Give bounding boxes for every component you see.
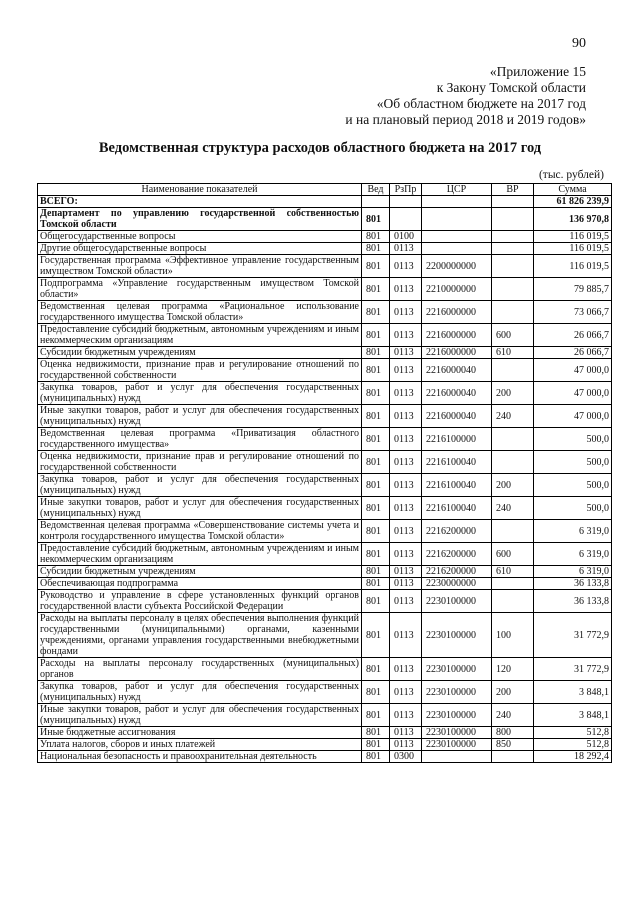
table-row <box>38 613 612 658</box>
row-ved-cell: 801 <box>362 704 390 727</box>
table-row <box>38 196 612 208</box>
row-rzpr-cell: 0113 <box>390 704 422 727</box>
row-name-cell: Государственная программа «Эффективное управление государственным имуществом Томской области» <box>38 255 362 278</box>
table-row <box>38 566 612 578</box>
appendix-header <box>186 64 586 128</box>
row-csr-cell: 2230100000 <box>422 681 492 704</box>
row-rzpr-cell: 0113 <box>390 359 422 382</box>
row-vr-cell: 240 <box>492 405 534 428</box>
row-sum-cell: 36 133,8 <box>534 578 612 590</box>
row-csr-cell: 2216100040 <box>422 474 492 497</box>
table-row <box>38 474 612 497</box>
table-header-row <box>38 184 612 196</box>
document-title: Ведомственная структура расходов областного бюджета на 2017 год <box>98 140 542 156</box>
table-row <box>38 681 612 704</box>
row-ved-cell: 801 <box>362 208 390 231</box>
row-name-cell: Ведомственная целевая программа «Приватизация областного государственного имущества» <box>38 428 362 451</box>
row-rzpr-cell: 0113 <box>390 451 422 474</box>
row-csr-cell: 2216000040 <box>422 359 492 382</box>
row-name-cell: Иные закупки товаров, работ и услуг для обеспечения государственных (муниципальных) нужд <box>38 497 362 520</box>
row-rzpr-cell: 0113 <box>390 578 422 590</box>
row-ved-cell: 801 <box>362 451 390 474</box>
row-rzpr-cell: 0113 <box>390 497 422 520</box>
row-rzpr-cell <box>390 196 422 208</box>
row-csr-cell: 2230000000 <box>422 578 492 590</box>
row-csr-cell: 2216000040 <box>422 405 492 428</box>
row-ved-cell: 801 <box>362 301 390 324</box>
row-sum-cell: 3 848,1 <box>534 704 612 727</box>
row-sum-cell: 31 772,9 <box>534 658 612 681</box>
row-vr-cell: 120 <box>492 658 534 681</box>
header-rzpr: РзПр <box>390 184 422 196</box>
row-sum-cell: 6 319,0 <box>534 566 612 578</box>
row-sum-cell: 61 826 239,9 <box>534 196 612 208</box>
table-row <box>38 751 612 763</box>
row-vr-cell <box>492 520 534 543</box>
header-ved: Вед <box>362 184 390 196</box>
table-row <box>38 578 612 590</box>
table-row <box>38 405 612 428</box>
table-row <box>38 497 612 520</box>
row-sum-cell: 116 019,5 <box>534 255 612 278</box>
row-vr-cell <box>492 451 534 474</box>
row-rzpr-cell: 0113 <box>390 255 422 278</box>
row-vr-cell: 240 <box>492 497 534 520</box>
row-csr-cell: 2210000000 <box>422 278 492 301</box>
row-csr-cell: 2216000000 <box>422 347 492 359</box>
row-csr-cell: 2216200000 <box>422 520 492 543</box>
row-name-cell: Оценка недвижимости, признание прав и регулирование отношений по государственной собственности <box>38 359 362 382</box>
row-name-cell: Субсидии бюджетным учреждениям <box>38 566 362 578</box>
table-body <box>38 196 612 763</box>
table-row <box>38 543 612 566</box>
row-ved-cell: 801 <box>362 681 390 704</box>
appendix-line: и на плановый период 2018 и 2019 годов» <box>345 112 586 127</box>
row-rzpr-cell: 0113 <box>390 405 422 428</box>
row-ved-cell: 801 <box>362 543 390 566</box>
row-rzpr-cell: 0113 <box>390 324 422 347</box>
row-sum-cell: 18 292,4 <box>534 751 612 763</box>
row-sum-cell: 512,8 <box>534 739 612 751</box>
table-row <box>38 301 612 324</box>
row-ved-cell: 801 <box>362 474 390 497</box>
table-row <box>38 428 612 451</box>
row-sum-cell: 500,0 <box>534 451 612 474</box>
row-vr-cell: 240 <box>492 704 534 727</box>
row-csr-cell: 2216100040 <box>422 451 492 474</box>
row-csr-cell: 2216000000 <box>422 324 492 347</box>
row-rzpr-cell: 0113 <box>390 727 422 739</box>
row-vr-cell <box>492 590 534 613</box>
row-vr-cell: 200 <box>492 382 534 405</box>
row-sum-cell: 116 019,5 <box>534 231 612 243</box>
appendix-line: «Приложение 15 <box>489 64 586 79</box>
row-name-cell: Ведомственная целевая программа «Рациональное использование государственного имущества Томской области» <box>38 301 362 324</box>
row-ved-cell: 801 <box>362 751 390 763</box>
row-vr-cell <box>492 196 534 208</box>
row-name-cell: Закупка товаров, работ и услуг для обеспечения государственных (муниципальных) нужд <box>38 681 362 704</box>
row-ved-cell: 801 <box>362 727 390 739</box>
row-csr-cell: 2230100000 <box>422 727 492 739</box>
row-name-cell: Департамент по управлению государственной собственностью Томской области <box>38 208 362 231</box>
row-csr-cell: 2230100000 <box>422 739 492 751</box>
appendix-line: к Закону Томской области <box>436 80 586 95</box>
row-csr-cell <box>422 231 492 243</box>
header-vr: ВР <box>492 184 534 196</box>
table-row <box>38 382 612 405</box>
row-rzpr-cell: 0113 <box>390 428 422 451</box>
row-ved-cell <box>362 196 390 208</box>
row-name-cell: Закупка товаров, работ и услуг для обеспечения государственных (муниципальных) нужд <box>38 474 362 497</box>
row-rzpr-cell: 0100 <box>390 231 422 243</box>
row-csr-cell: 2216200000 <box>422 566 492 578</box>
table-row <box>38 243 612 255</box>
row-csr-cell: 2216000040 <box>422 382 492 405</box>
row-csr-cell <box>422 208 492 231</box>
row-rzpr-cell: 0113 <box>390 243 422 255</box>
row-rzpr-cell: 0113 <box>390 278 422 301</box>
table-row <box>38 520 612 543</box>
row-sum-cell: 116 019,5 <box>534 243 612 255</box>
row-csr-cell: 2230100000 <box>422 704 492 727</box>
row-rzpr-cell: 0113 <box>390 301 422 324</box>
row-name-cell: Руководство и управление в сфере установленных функций органов государственной власти субъекта Российской Федерации <box>38 590 362 613</box>
row-name-cell: Иные закупки товаров, работ и услуг для обеспечения государственных (муниципальных) нужд <box>38 405 362 428</box>
table-row <box>38 739 612 751</box>
table-row <box>38 324 612 347</box>
row-name-cell: Субсидии бюджетным учреждениям <box>38 347 362 359</box>
row-vr-cell <box>492 359 534 382</box>
row-sum-cell: 47 000,0 <box>534 405 612 428</box>
row-ved-cell: 801 <box>362 428 390 451</box>
row-rzpr-cell <box>390 208 422 231</box>
row-csr-cell: 2230100000 <box>422 613 492 658</box>
row-ved-cell: 801 <box>362 382 390 405</box>
row-ved-cell: 801 <box>362 405 390 428</box>
row-sum-cell: 136 970,8 <box>534 208 612 231</box>
units-label: (тыс. рублей) <box>538 169 604 181</box>
row-rzpr-cell: 0113 <box>390 382 422 405</box>
row-name-cell: Иные бюджетные ассигнования <box>38 727 362 739</box>
row-vr-cell: 600 <box>492 543 534 566</box>
row-csr-cell <box>422 243 492 255</box>
row-vr-cell: 800 <box>492 727 534 739</box>
row-ved-cell: 801 <box>362 243 390 255</box>
row-sum-cell: 73 066,7 <box>534 301 612 324</box>
row-sum-cell: 26 066,7 <box>534 347 612 359</box>
row-rzpr-cell: 0113 <box>390 681 422 704</box>
header-sum: Сумма <box>534 184 612 196</box>
row-sum-cell: 47 000,0 <box>534 382 612 405</box>
row-vr-cell <box>492 231 534 243</box>
row-csr-cell: 2216000000 <box>422 301 492 324</box>
row-sum-cell: 31 772,9 <box>534 613 612 658</box>
row-ved-cell: 801 <box>362 497 390 520</box>
row-ved-cell: 801 <box>362 566 390 578</box>
row-csr-cell: 2230100000 <box>422 590 492 613</box>
row-csr-cell: 2216100000 <box>422 428 492 451</box>
row-ved-cell: 801 <box>362 359 390 382</box>
row-ved-cell: 801 <box>362 578 390 590</box>
row-vr-cell: 600 <box>492 324 534 347</box>
row-ved-cell: 801 <box>362 278 390 301</box>
row-ved-cell: 801 <box>362 658 390 681</box>
row-name-cell: Предоставление субсидий бюджетным, автономным учреждениям и иным некоммерческим организациям <box>38 543 362 566</box>
table-row <box>38 359 612 382</box>
row-name-cell: Иные закупки товаров, работ и услуг для обеспечения государственных (муниципальных) нужд <box>38 704 362 727</box>
row-vr-cell: 850 <box>492 739 534 751</box>
row-ved-cell: 801 <box>362 590 390 613</box>
table-row <box>38 255 612 278</box>
page-number: 90 <box>572 36 586 51</box>
row-sum-cell: 36 133,8 <box>534 590 612 613</box>
row-csr-cell: 2230100000 <box>422 658 492 681</box>
row-vr-cell <box>492 428 534 451</box>
row-csr-cell <box>422 196 492 208</box>
table-row <box>38 704 612 727</box>
row-vr-cell <box>492 301 534 324</box>
row-name-cell: Оценка недвижимости, признание прав и регулирование отношений по государственной собственности <box>38 451 362 474</box>
row-ved-cell: 801 <box>362 231 390 243</box>
row-name-cell: Предоставление субсидий бюджетным, автономным учреждениям и иным некоммерческим организациям <box>38 324 362 347</box>
row-rzpr-cell: 0113 <box>390 347 422 359</box>
row-sum-cell: 512,8 <box>534 727 612 739</box>
row-vr-cell <box>492 278 534 301</box>
row-name-cell: Расходы на выплаты персоналу государственных (муниципальных) органов <box>38 658 362 681</box>
row-vr-cell <box>492 255 534 278</box>
appendix-line: «Об областном бюджете на 2017 год <box>376 96 586 111</box>
row-csr-cell: 2216200000 <box>422 543 492 566</box>
row-sum-cell: 500,0 <box>534 497 612 520</box>
row-rzpr-cell: 0113 <box>390 566 422 578</box>
row-name-cell: Обеспечивающая подпрограмма <box>38 578 362 590</box>
row-sum-cell: 79 885,7 <box>534 278 612 301</box>
row-rzpr-cell: 0113 <box>390 520 422 543</box>
row-ved-cell: 801 <box>362 324 390 347</box>
table-row <box>38 727 612 739</box>
row-vr-cell: 610 <box>492 566 534 578</box>
row-sum-cell: 500,0 <box>534 474 612 497</box>
row-vr-cell <box>492 243 534 255</box>
table-row <box>38 231 612 243</box>
row-rzpr-cell: 0113 <box>390 543 422 566</box>
row-rzpr-cell: 0113 <box>390 658 422 681</box>
row-vr-cell: 200 <box>492 681 534 704</box>
row-name-cell: Национальная безопасность и правоохранительная деятельность <box>38 751 362 763</box>
table-row <box>38 347 612 359</box>
row-ved-cell: 801 <box>362 739 390 751</box>
row-name-cell: Общегосударственные вопросы <box>38 231 362 243</box>
row-name-cell: Закупка товаров, работ и услуг для обеспечения государственных (муниципальных) нужд <box>38 382 362 405</box>
row-vr-cell <box>492 751 534 763</box>
row-sum-cell: 26 066,7 <box>534 324 612 347</box>
row-csr-cell: 2200000000 <box>422 255 492 278</box>
row-sum-cell: 6 319,0 <box>534 520 612 543</box>
row-ved-cell: 801 <box>362 520 390 543</box>
table-row <box>38 278 612 301</box>
row-ved-cell: 801 <box>362 613 390 658</box>
row-ved-cell: 801 <box>362 347 390 359</box>
row-sum-cell: 6 319,0 <box>534 543 612 566</box>
row-name-cell: Расходы на выплаты персоналу в целях обеспечения выполнения функций государственными (муниципальными) органами, казенными учреждениями, органами управления государственными внебюджетными фондами <box>38 613 362 658</box>
row-sum-cell: 47 000,0 <box>534 359 612 382</box>
row-name-cell: Уплата налогов, сборов и иных платежей <box>38 739 362 751</box>
row-vr-cell: 610 <box>492 347 534 359</box>
row-name-cell: ВСЕГО: <box>38 196 362 208</box>
budget-table <box>37 183 612 763</box>
table-row <box>38 451 612 474</box>
row-vr-cell <box>492 578 534 590</box>
row-sum-cell: 500,0 <box>534 428 612 451</box>
row-rzpr-cell: 0300 <box>390 751 422 763</box>
row-name-cell: Другие общегосударственные вопросы <box>38 243 362 255</box>
row-rzpr-cell: 0113 <box>390 590 422 613</box>
row-ved-cell: 801 <box>362 255 390 278</box>
row-vr-cell: 200 <box>492 474 534 497</box>
row-name-cell: Ведомственная целевая программа «Совершенствование системы учета и контроля государственного имущества Томской области» <box>38 520 362 543</box>
row-csr-cell <box>422 751 492 763</box>
row-name-cell: Подпрограмма «Управление государственным имуществом Томской области» <box>38 278 362 301</box>
table-row <box>38 590 612 613</box>
row-rzpr-cell: 0113 <box>390 613 422 658</box>
row-sum-cell: 3 848,1 <box>534 681 612 704</box>
row-rzpr-cell: 0113 <box>390 474 422 497</box>
row-vr-cell: 100 <box>492 613 534 658</box>
row-vr-cell <box>492 208 534 231</box>
table-row <box>38 208 612 231</box>
table-row <box>38 658 612 681</box>
row-csr-cell: 2216100040 <box>422 497 492 520</box>
header-csr: ЦСР <box>422 184 492 196</box>
row-rzpr-cell: 0113 <box>390 739 422 751</box>
header-name: Наименование показателей <box>38 184 362 196</box>
